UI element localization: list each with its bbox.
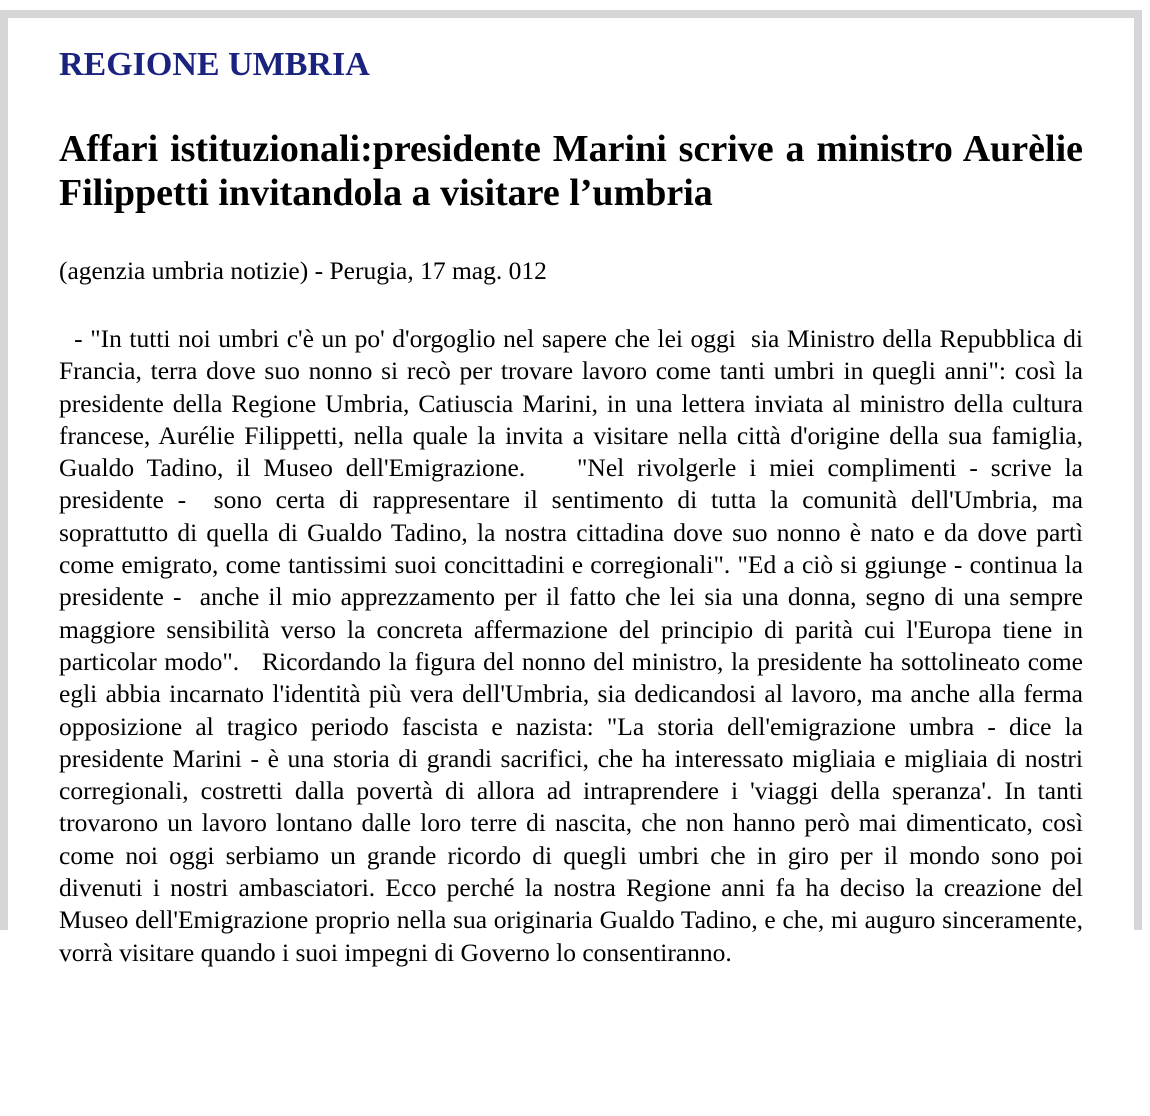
article-title: Affari istituzionali:presidente Marini scrive a ministro Aurèlie Filippetti invitandola a visitare l’umbria xyxy=(59,128,1083,214)
article-body: - "In tutti noi umbri c'è un po' d'orgoglio nel sapere che lei oggi sia Ministro della Repubblica di Francia, terra dove suo nonno si recò per trovare lavoro come tanti umbri in quegli anni": così la presidente della Regione Umbria, Catiuscia Marini, in una lettera inviata al ministro della cultura francese, Aurélie Filippetti, nella quale la invita a visitare nella città d'origine della sua famiglia, Gualdo Tadino, il Museo dell'Emigrazione. "Nel rivolgerle i miei complimenti - scrive la presidente - sono certa di rappresentare il sentimento di tutta la comunità dell'Umbria, ma soprattutto di quella di Gualdo Tadino, la nostra cittadina dove suo nonno è nato e da dove partì come emigrato, come tantissimi suoi concittadini e corregionali". "Ed a ciò si ggiunge - continua la presidente - anche il mio apprezzamento per il fatto che lei sia una donna, segno di una sempre maggiore sensibilità verso la concreta affermazione del principio di parità cui l'Europa tiene in particolar modo". Ricordando la figura del nonno del ministro, la presidente ha sottolineato come egli abbia incarnato l'identità più vera dell'Umbria, sia dedicandosi al lavoro, ma anche alla ferma opposizione al tragico periodo fascista e nazista: "La storia dell'emigrazione umbra - dice la presidente Marini - è una storia di grandi sacrifici, che ha interessato migliaia e migliaia di nostri corregionali, costretti dalla povertà di allora ad intraprendere i 'viaggi della speranza'. In tanti trovarono un lavoro lontano dalle loro terre di nascita, che non hanno però mai dimenticato, così come noi oggi serbiamo un grande ricordo di quegli umbri che in giro per il mondo sono poi divenuti i nostri ambasciatori. Ecco perché la nostra Regione anni fa ha deciso la creazione del Museo dell'Emigrazione proprio nella sua originaria Gualdo Tadino, e che, mi auguro sinceramente, vorrà visitare quando i suoi impegni di Governo lo consentiranno. xyxy=(59,324,1096,967)
frame-border-top xyxy=(0,10,1142,18)
frame-border-right xyxy=(1134,10,1142,930)
article-dateline: (agenzia umbria notizie) - Perugia, 17 mag. 012 xyxy=(59,256,547,285)
organization-heading: REGIONE UMBRIA xyxy=(59,46,370,83)
press-release xyxy=(59,44,1096,969)
frame-border-left xyxy=(0,10,8,930)
